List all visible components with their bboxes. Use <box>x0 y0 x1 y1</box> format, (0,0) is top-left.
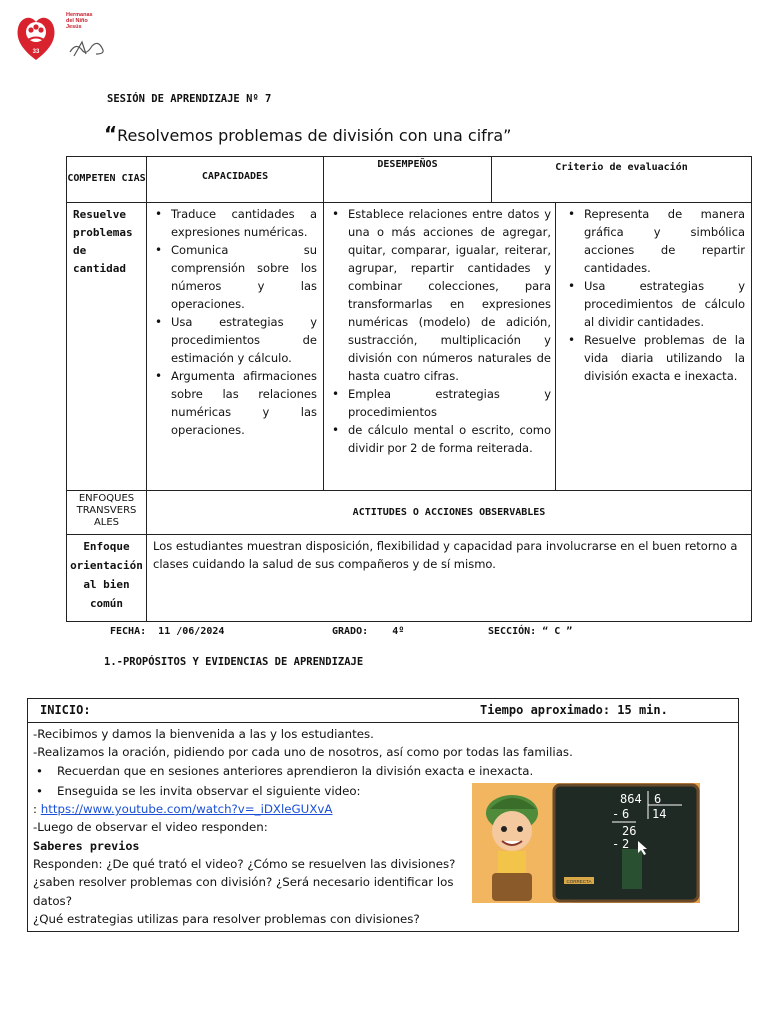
fecha: FECHA: 11 /06/2024 <box>110 626 225 637</box>
inicio-bullet: • Recuerdan que en sesiones anteriores aprendieron la división exacta e inexacta. <box>33 762 753 780</box>
desempeno-item: • Emplea estrategias y procedimientos <box>326 385 551 421</box>
logo-text: Hermanas del Niño Jesús <box>66 12 93 30</box>
enfoques-label: ENFOQUES TRANSVERS ALES <box>67 491 147 535</box>
inicio-label: INICIO: <box>40 703 91 717</box>
inicio-line: -Realizamos la oración, pidiendo por cada uno de nosotros, así como por todas las familias. <box>33 745 573 760</box>
board-sub2: 2 <box>622 837 630 851</box>
competencia-cell: Resuelve problemas de cantidad <box>67 203 147 491</box>
board-quotient: 14 <box>652 807 667 821</box>
barrel-label: CORRECTA <box>566 879 592 884</box>
tiempo-label: Tiempo aproximado: 15 min. <box>480 703 668 717</box>
session-title: “Resolvemos problemas de división con una cifra” <box>104 122 512 146</box>
header-criterio: Criterio de evaluación <box>555 162 688 173</box>
desempeno-item: • de cálculo mental o escrito, como dividir por 2 de forma reiterada. <box>326 421 551 457</box>
capacidad-item: • Argumenta afirmaciones sobre las relaciones numéricas y las operaciones. <box>149 367 317 439</box>
inicio-header <box>28 699 738 723</box>
inicio-line: Responden: ¿De qué trató el video? ¿Cómo se resuelven las divisiones? <box>33 857 456 872</box>
board-rest1: 26 <box>622 824 637 838</box>
inicio-body <box>33 725 573 928</box>
actitudes-label: ACTITUDES O ACCIONES OBSERVABLES <box>147 491 752 535</box>
inicio-line: -Recibimos y damos la bienvenida a las y los estudiantes. <box>33 727 374 741</box>
criterios-cell <box>556 203 752 491</box>
inicio-bullet: • Enseguida se les invita observar el siguiente video: <box>33 782 473 800</box>
proposito-title: 1.-PROPÓSITOS Y EVIDENCIAS DE APRENDIZAJE <box>104 656 364 668</box>
criterio-item: • Representa de manera gráfica y simbólica acciones de repartir cantidades. <box>562 205 745 277</box>
seccion: SECCIÓN: “ C ” <box>488 626 573 637</box>
board-divisor: 6 <box>654 792 662 806</box>
enfoque-name: Enfoque orientación al bien común <box>67 535 147 622</box>
capacidades-cell <box>147 203 324 491</box>
inicio-line: ¿Qué estrategias utilizas para resolver problemas con divisiones? <box>33 911 420 926</box>
logo-number: 33 <box>32 49 40 55</box>
capacidad-item: • Traduce cantidades a expresiones numéricas. <box>149 205 317 241</box>
video-thumbnail-image[interactable] <box>472 783 700 903</box>
video-link-line: : https://www.youtube.com/watch?v=_iDXleGUXvA <box>33 802 333 817</box>
svg-text:-: - <box>612 837 620 851</box>
inicio-line: -Luego de observar el video responden: <box>33 820 268 835</box>
criterio-item: • Usa estrategias y procedimientos de cálculo al dividir cantidades. <box>562 277 745 331</box>
inicio-line: ¿saben resolver problemas con división? ¿Será necesario identificar los datos? <box>33 875 454 908</box>
criterio-item: • Resuelve problemas de la vida diaria utilizando la división exacta e inexacta. <box>562 331 745 385</box>
video-link[interactable]: https://www.youtube.com/watch?v=_iDXleGUXvA <box>40 802 333 817</box>
header-competencias: COMPETEN CIAS <box>67 157 147 203</box>
grado: GRADO: 4º <box>332 626 405 637</box>
svg-text:-: - <box>612 807 620 821</box>
capacidad-item: • Usa estrategias y procedimientos de estimación y cálculo. <box>149 313 317 367</box>
session-label: SESIÓN DE APRENDIZAJE Nº 7 <box>107 93 272 105</box>
competencias-table <box>66 156 752 622</box>
board-sub1: 6 <box>622 807 630 821</box>
header-desempenos: DESEMPEÑOS <box>324 157 492 202</box>
header-capacidades: CAPACIDADES <box>147 157 324 203</box>
enfoque-description: Los estudiantes muestran disposición, flexibilidad y capacidad para involucrarse en el buen retorno a clases cuidando la salud de sus compañeros y de sí mismo. <box>147 535 752 622</box>
capacidad-item: • Comunica su comprensión sobre los números y las operaciones. <box>149 241 317 313</box>
desempeno-item: • Establece relaciones entre datos y una o más acciones de agregar, quitar, comparar, igualar, reiterar, agrupar, repartir cantidades y combinar colecciones, para transformarlas en expresiones numéricas (modelo) de adición, sustracción, multiplicación y división con números naturales de hasta cuatro cifras. <box>326 205 551 385</box>
board-dividend: 864 <box>620 792 642 806</box>
saberes-previos: Saberes previos <box>33 838 140 853</box>
desempenos-cell <box>324 203 556 491</box>
